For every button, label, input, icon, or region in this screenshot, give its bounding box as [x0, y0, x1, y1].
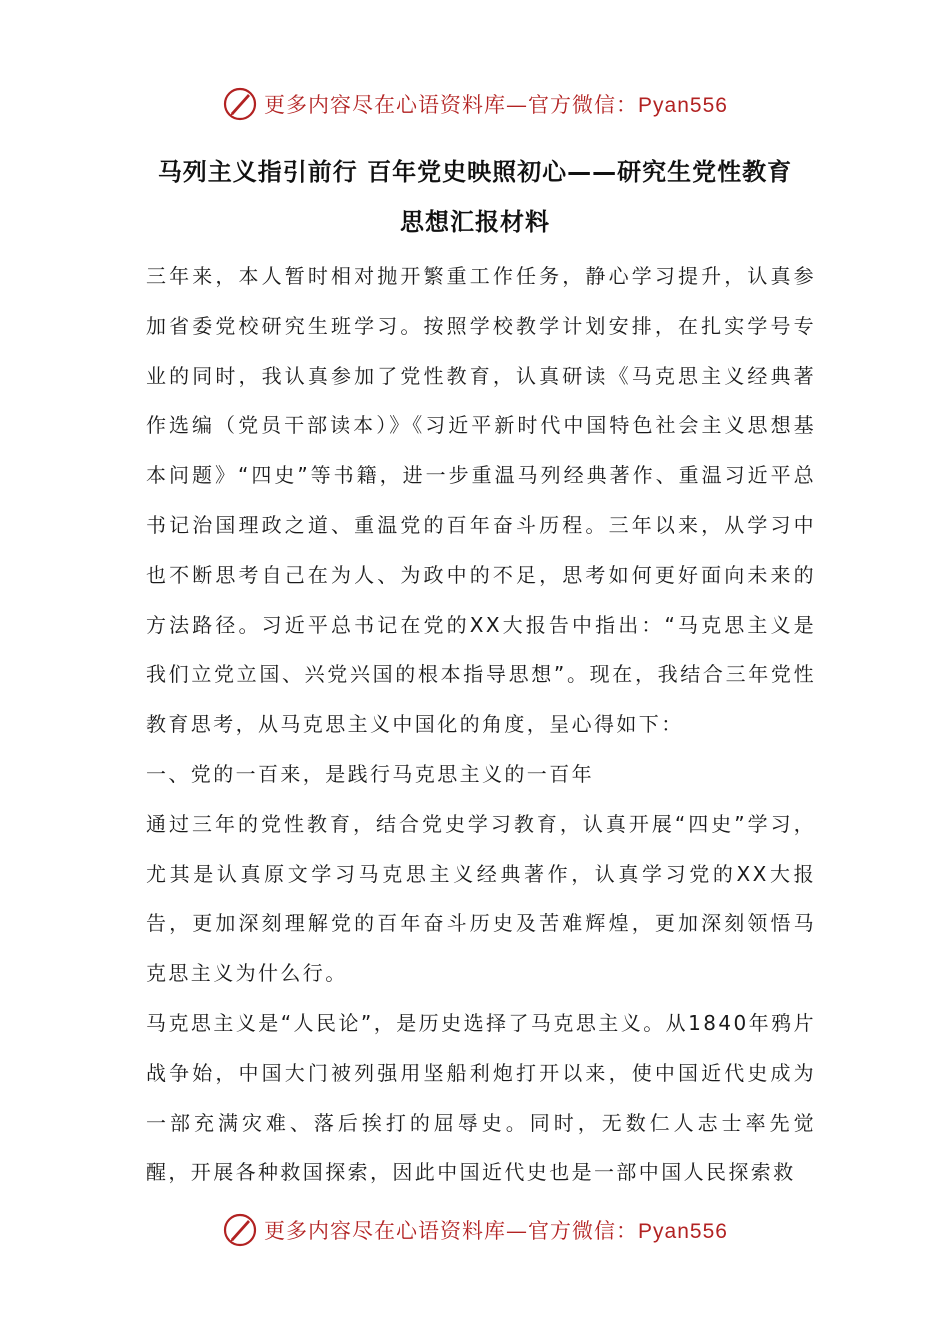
- watermark-footer: [0, 1210, 950, 1250]
- paragraph-intro: 三年来，本人暂时相对抛开繁重工作任务，静心学习提升，认真参加省委党校研究生班学习。按照学校教学计划安排，在扎实学号专业的同时，我认真参加了党性教育，认真研读《马克思主义经典著作选编（党员干部读本）》《习近平新时代中国特色社会主义思想基本问题》“四史”等书籍，进一步重温马列经典著作、重温习近平总书记治国理政之道、重温党的百年奋斗历程。三年以来，从学习中也不断思考自己在为人、为政中的不足，思考如何更好面向未来的方法路径。习近平总书记在党的XX大报告中指出：“马克思主义是我们立党立国、兴党兴国的根本指导思想”。现在，我结合三年党性教育思考，从马克思主义中国化的角度，呈心得如下：: [146, 264, 816, 737]
- quill-logo-icon: [222, 1212, 258, 1248]
- paragraph-section-1-a: 通过三年的党性教育，结合党史学习教育，认真开展“四史”学习，尤其是认真原文学习马克思主义经典著作，认真学习党的XX大报告，更加深刻理解党的百年奋斗历史及苦难辉煌，更加深刻领悟马克思主义为什么行。: [146, 811, 816, 986]
- watermark-text: 更多内容尽在心语资料库—官方微信：Pyan556: [264, 1219, 728, 1243]
- paragraph-section-1-b: 马克思主义是“人民论”，是历史选择了马克思主义。从1840年鸦片战争始，中国大门被列强用坚船利炮打开以来，使中国近代史成为一部充满灾难、落后挨打的屈辱史。同时，无数仁人志士率先觉醒，开展各种救国探索，因此中国近代史也是一部中国人民探索救: [146, 1010, 816, 1185]
- document-body: [146, 252, 816, 1198]
- document-title-line-1: 马列主义指引前行 百年党史映照初心——研究生党性教育: [157, 158, 793, 186]
- section-heading-1: 一、党的一百来，是践行马克思主义的一百年: [146, 761, 594, 786]
- document-title-line-2: 思想汇报材料: [400, 208, 550, 236]
- watermark-header: [0, 84, 950, 124]
- quill-logo-icon: [222, 86, 258, 122]
- watermark-text: 更多内容尽在心语资料库—官方微信：Pyan556: [264, 93, 728, 117]
